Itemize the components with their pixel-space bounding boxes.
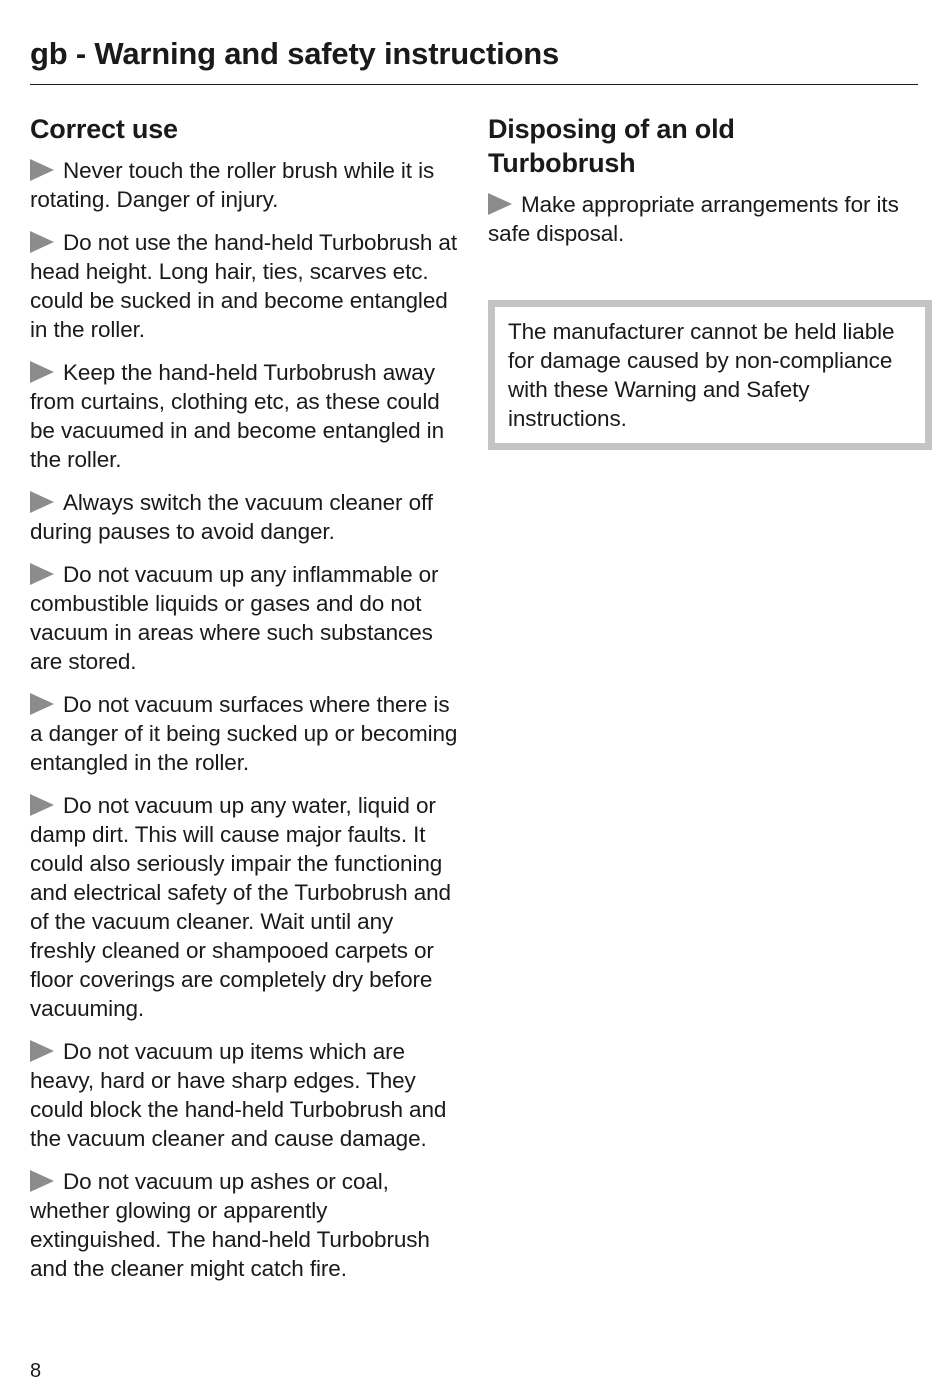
- triangle-right-icon: [30, 1040, 54, 1062]
- page-header: [30, 34, 918, 85]
- triangle-right-icon: [488, 193, 512, 215]
- correct-use-section: [30, 112, 462, 1297]
- list-item: [488, 190, 918, 248]
- correct-use-heading: Correct use: [30, 114, 178, 144]
- notice-box: [488, 300, 932, 450]
- triangle-right-icon: [30, 159, 54, 181]
- list-item-text: Do not use the hand-held Turbobrush at head height. Long hair, ties, scarves etc. could be sucked in and become entangled in the roller.: [30, 230, 457, 342]
- list-item: [30, 358, 462, 474]
- page-title: gb - Warning and safety instructions: [30, 36, 560, 71]
- list-item: [30, 156, 462, 214]
- disposal-heading: [488, 112, 918, 180]
- triangle-right-icon: [30, 231, 54, 253]
- triangle-right-icon: [30, 563, 54, 585]
- list-item-text: Make appropriate arrangements for its safe disposal.: [488, 192, 899, 246]
- list-item-text: Keep the hand-held Turbobrush away from curtains, clothing etc, as these could be vacuumed in and become entangled in the roller.: [30, 360, 444, 472]
- list-item: [30, 488, 462, 546]
- page-number: 8: [30, 1360, 42, 1382]
- list-item-text: Do not vacuum up any inflammable or combustible liquids or gases and do not vacuum in areas where such substances are stored.: [30, 562, 439, 674]
- list-item-text: Do not vacuum up items which are heavy, hard or have sharp edges. They could block the hand-held Turbobrush and the vacuum cleaner and cause damage.: [30, 1039, 447, 1151]
- list-item-text: Do not vacuum up any water, liquid or damp dirt. This will cause major faults. It could also seriously impair the functioning and electrical safety of the Turbobrush and of the vacuum cleaner. Wait until any freshly cleaned or shampooed carpets or floor coverings are completely dry before vacuuming.: [30, 793, 451, 1021]
- list-item: [30, 690, 462, 777]
- disposal-heading-line1: Disposing of an old: [488, 114, 735, 144]
- list-item: [30, 1167, 462, 1283]
- disposal-heading-line2: Turbobrush: [488, 148, 636, 178]
- triangle-right-icon: [30, 794, 54, 816]
- triangle-right-icon: [30, 1170, 54, 1192]
- triangle-right-icon: [30, 693, 54, 715]
- disposal-section: [488, 112, 918, 450]
- list-item: [30, 560, 462, 676]
- list-item-text: Do not vacuum surfaces where there is a danger of it being sucked up or becoming entangled in the roller.: [30, 692, 458, 775]
- list-item: [30, 228, 462, 344]
- list-item-text: Do not vacuum up ashes or coal, whether glowing or apparently extinguished. The hand-held Turbobrush and the cleaner might catch fire.: [30, 1169, 430, 1281]
- notice-text: The manufacturer cannot be held liable for damage caused by non-compliance with these Warning and Safety instructions.: [508, 319, 895, 431]
- list-item-text: Always switch the vacuum cleaner off during pauses to avoid danger.: [30, 490, 433, 544]
- list-item: [30, 791, 462, 1023]
- list-item-text: Never touch the roller brush while it is rotating. Danger of injury.: [30, 158, 435, 212]
- triangle-right-icon: [30, 361, 54, 383]
- list-item: [30, 1037, 462, 1153]
- triangle-right-icon: [30, 491, 54, 513]
